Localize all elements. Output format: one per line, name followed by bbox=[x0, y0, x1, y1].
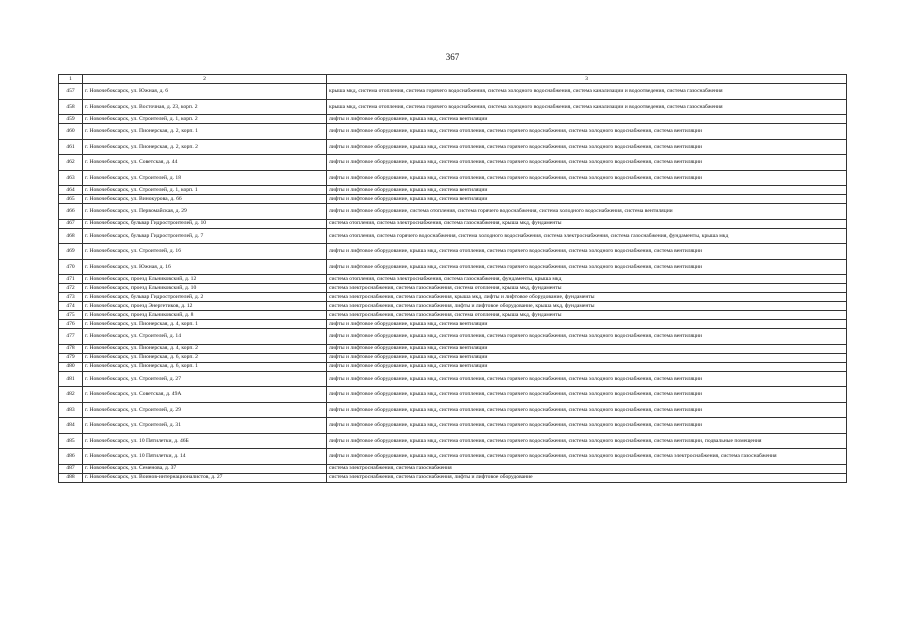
row-address: г. Новочебоксарск, ул. Строителей, д. 16 bbox=[83, 244, 327, 260]
row-works: лифты и лифтовое оборудование, крыша мкд, система вентиляции bbox=[327, 353, 847, 362]
row-address: г. Новочебоксарск, ул. Строителей, д. 18 bbox=[83, 170, 327, 186]
table-row bbox=[59, 402, 847, 418]
row-number: 459 bbox=[59, 115, 83, 124]
row-number: 469 bbox=[59, 244, 83, 260]
table-row bbox=[59, 473, 847, 482]
row-works: лифты и лифтовое оборудование, крыша мкд, система отопления, система горячего водоснабжения, система холодного водоснабжения, система вентиляции bbox=[327, 259, 847, 275]
row-address: г. Новочебоксарск, проезд Ельниковский, д. 8 bbox=[83, 311, 327, 320]
table-row bbox=[59, 344, 847, 353]
row-address: г. Новочебоксарск, ул. Строителей, д. 14 bbox=[83, 329, 327, 345]
row-address: г. Новочебоксарск, ул. Советская, д. 44 bbox=[83, 155, 327, 171]
row-works: система отопления, система электроснабжения, система газоснабжения, крыша мкд, фундаменты bbox=[327, 219, 847, 228]
row-number: 474 bbox=[59, 302, 83, 311]
row-works: лифты и лифтовое оборудование, крыша мкд, система отопления, система горячего водоснабжения, система холодного водоснабжения, система вентиляции bbox=[327, 170, 847, 186]
row-address: г. Новочебоксарск, ул. Советская, д. 49А bbox=[83, 387, 327, 403]
row-address: г. Новочебоксарск, ул. Первомайская, д. 29 bbox=[83, 204, 327, 220]
row-works: система электроснабжения, система газоснабжения, лифты и лифтовое оборудование, крыша мкд, фундаменты bbox=[327, 302, 847, 311]
row-address: г. Новочебоксарск, ул. Пионерская, д. 6, корп. 1 bbox=[83, 362, 327, 371]
table-row bbox=[59, 84, 847, 100]
row-address: г. Новочебоксарск, ул. Строителей, д. 1, корп. 2 bbox=[83, 115, 327, 124]
row-works: лифты и лифтовое оборудование, крыша мкд, система вентиляции bbox=[327, 362, 847, 371]
table-body bbox=[59, 84, 847, 483]
row-number: 487 bbox=[59, 464, 83, 473]
register-table bbox=[58, 74, 847, 483]
table-row bbox=[59, 433, 847, 449]
row-address: г. Новочебоксарск, бульвар Гидростроителей, д. 10 bbox=[83, 219, 327, 228]
row-address: г. Новочебоксарск, ул. Строителей, д. 1, корп. 1 bbox=[83, 186, 327, 195]
table-row bbox=[59, 124, 847, 140]
row-works: лифты и лифтовое оборудование, крыша мкд, система отопления, система горячего водоснабжения, система холодного водоснабжения, система вентиляции bbox=[327, 155, 847, 171]
row-address: г. Новочебоксарск, ул. Пионерская, д. 2, корп. 1 bbox=[83, 124, 327, 140]
row-works: крыша мкд, система отопления, система горячего водоснабжения, система холодного водоснабжения, система канализации и водоотведения, система газоснабжения bbox=[327, 99, 847, 115]
row-works: лифты и лифтовое оборудование, крыша мкд, система вентиляции bbox=[327, 115, 847, 124]
table-row bbox=[59, 284, 847, 293]
table-row bbox=[59, 259, 847, 275]
table-row bbox=[59, 275, 847, 284]
row-works: лифты и лифтовое оборудование, крыша мкд, система отопления, система горячего водоснабжения, система холодного водоснабжения, система вентиляции bbox=[327, 402, 847, 418]
row-address: г. Новочебоксарск, ул. Пионерская, д. 6, корп. 2 bbox=[83, 353, 327, 362]
table-row bbox=[59, 195, 847, 204]
row-works: система электроснабжения, система газоснабжения, система отопления, крыша мкд, фундаменты bbox=[327, 311, 847, 320]
row-address: г. Новочебоксарск, ул. 10 Пятилетки, д. 14 bbox=[83, 449, 327, 465]
row-number: 464 bbox=[59, 186, 83, 195]
row-number: 481 bbox=[59, 371, 83, 387]
row-works: система электроснабжения, система газоснабжения, лифты и лифтовое оборудование bbox=[327, 473, 847, 482]
table-row bbox=[59, 371, 847, 387]
row-number: 476 bbox=[59, 320, 83, 329]
row-number: 460 bbox=[59, 124, 83, 140]
row-number: 484 bbox=[59, 418, 83, 434]
row-works: лифты и лифтовое оборудование, крыша мкд, система отопления, система горячего водоснабжения, система холодного водоснабжения, система вентиляции bbox=[327, 124, 847, 140]
row-number: 477 bbox=[59, 329, 83, 345]
row-address: г. Новочебоксарск, ул. 10 Пятилетки, д. 46Б bbox=[83, 433, 327, 449]
table-row bbox=[59, 362, 847, 371]
row-works: система отопления, система электроснабжения, система газоснабжения, фундаменты, крыша мкд bbox=[327, 275, 847, 284]
row-number: 458 bbox=[59, 99, 83, 115]
row-number: 482 bbox=[59, 387, 83, 403]
row-number: 485 bbox=[59, 433, 83, 449]
table-row bbox=[59, 464, 847, 473]
row-number: 488 bbox=[59, 473, 83, 482]
row-works: лифты и лифтовое оборудование, крыша мкд, система отопления, система горячего водоснабжения, система холодного водоснабжения, система вентиляции bbox=[327, 139, 847, 155]
row-address: г. Новочебоксарск, ул. Строителей, д. 27 bbox=[83, 371, 327, 387]
row-address: г. Новочебоксарск, бульвар Гидростроителей, д. 7 bbox=[83, 228, 327, 244]
row-works: лифты и лифтовое оборудование, крыша мкд, система отопления, система горячего водоснабжения, система холодного водоснабжения, система вентиляции bbox=[327, 371, 847, 387]
table-row bbox=[59, 186, 847, 195]
row-address: г. Новочебоксарск, ул. Строителей, д. 29 bbox=[83, 402, 327, 418]
row-works: лифты и лифтовое оборудование, крыша мкд, система отопления, система горячего водоснабжения, система холодного водоснабжения, система электроснабжения, система газоснабжения bbox=[327, 449, 847, 465]
row-number: 466 bbox=[59, 204, 83, 220]
row-number: 486 bbox=[59, 449, 83, 465]
row-number: 473 bbox=[59, 293, 83, 302]
table-row bbox=[59, 449, 847, 465]
row-number: 479 bbox=[59, 353, 83, 362]
row-number: 472 bbox=[59, 284, 83, 293]
row-number: 463 bbox=[59, 170, 83, 186]
row-works: лифты и лифтовое оборудование, крыша мкд, система вентиляции bbox=[327, 195, 847, 204]
row-address: г. Новочебоксарск, ул. Южная, д. 16 bbox=[83, 259, 327, 275]
table-row bbox=[59, 353, 847, 362]
row-works: система электроснабжения, система газоснабжения, система отопления, крыша мкд, фундаменты bbox=[327, 284, 847, 293]
table-row bbox=[59, 139, 847, 155]
table-row bbox=[59, 219, 847, 228]
table-row bbox=[59, 244, 847, 260]
row-works: крыша мкд, система отопления, система горячего водоснабжения, система холодного водоснабжения, система канализации и водоотведения, система газоснабжения bbox=[327, 84, 847, 100]
table-row bbox=[59, 329, 847, 345]
table-row bbox=[59, 204, 847, 220]
row-works: система электроснабжения, система газоснабжения bbox=[327, 464, 847, 473]
table-row bbox=[59, 170, 847, 186]
table-row bbox=[59, 115, 847, 124]
table-row bbox=[59, 387, 847, 403]
row-works: лифты и лифтовое оборудование, крыша мкд, система отопления, система горячего водоснабжения, система холодного водоснабжения, система вентиляции bbox=[327, 418, 847, 434]
table-row bbox=[59, 293, 847, 302]
table-header-row bbox=[59, 75, 847, 84]
row-address: г. Новочебоксарск, ул. Строителей, д. 31 bbox=[83, 418, 327, 434]
row-works: лифты и лифтовое оборудование, крыша мкд, система отопления, система горячего водоснабжения, система холодного водоснабжения, система вентиляции bbox=[327, 329, 847, 345]
page-number: 367 bbox=[445, 52, 460, 62]
row-works: лифты и лифтовое оборудование, система отопления, система горячего водоснабжения, система холодного водоснабжения, система вентиляции bbox=[327, 204, 847, 220]
row-address: г. Новочебоксарск, ул. Пионерская, д. 2, корп. 2 bbox=[83, 139, 327, 155]
table-row bbox=[59, 228, 847, 244]
row-number: 480 bbox=[59, 362, 83, 371]
row-works: лифты и лифтовое оборудование, крыша мкд, система отопления, система горячего водоснабжения, система холодного водоснабжения, система вентиляции bbox=[327, 387, 847, 403]
table-row bbox=[59, 320, 847, 329]
row-number: 475 bbox=[59, 311, 83, 320]
table-row bbox=[59, 418, 847, 434]
row-number: 470 bbox=[59, 259, 83, 275]
row-number: 483 bbox=[59, 402, 83, 418]
row-number: 457 bbox=[59, 84, 83, 100]
row-address: г. Новочебоксарск, ул. Пионерская, д. 4, корп. 1 bbox=[83, 320, 327, 329]
row-works: лифты и лифтовое оборудование, крыша мкд, система вентиляции bbox=[327, 186, 847, 195]
row-address: г. Новочебоксарск, бульвар Гидростроителей, д. 2 bbox=[83, 293, 327, 302]
row-number: 471 bbox=[59, 275, 83, 284]
row-works: лифты и лифтовое оборудование, крыша мкд, система вентиляции bbox=[327, 320, 847, 329]
row-works: система отопления, система горячего водоснабжения, система холодного водоснабжения, система электроснабжения, система газоснабжения, фундаменты, крыша мкд bbox=[327, 228, 847, 244]
row-works: лифты и лифтовое оборудование, крыша мкд, система отопления, система горячего водоснабжения, система холодного водоснабжения, система вентиляции bbox=[327, 244, 847, 260]
row-number: 478 bbox=[59, 344, 83, 353]
row-address: г. Новочебоксарск, ул. Винокурова, д. 66 bbox=[83, 195, 327, 204]
column-header-2: 2 bbox=[83, 75, 327, 84]
row-address: г. Новочебоксарск, ул. Восточная, д. 23, корп. 2 bbox=[83, 99, 327, 115]
row-address: г. Новочебоксарск, ул. Воинов-интернационалистов, д. 27 bbox=[83, 473, 327, 482]
row-address: г. Новочебоксарск, проезд Энергетиков, д. 12 bbox=[83, 302, 327, 311]
table-row bbox=[59, 99, 847, 115]
row-works: система электроснабжения, система газоснабжения, крыша мкд, лифты и лифтовое оборудование, фундаменты bbox=[327, 293, 847, 302]
row-number: 468 bbox=[59, 228, 83, 244]
table-row bbox=[59, 311, 847, 320]
column-header-3: 3 bbox=[327, 75, 847, 84]
row-number: 465 bbox=[59, 195, 83, 204]
column-header-1: 1 bbox=[59, 75, 83, 84]
row-address: г. Новочебоксарск, ул. Южная, д. 6 bbox=[83, 84, 327, 100]
row-number: 462 bbox=[59, 155, 83, 171]
row-address: г. Новочебоксарск, проезд Ельниковский, д. 12 bbox=[83, 275, 327, 284]
row-number: 467 bbox=[59, 219, 83, 228]
table-row bbox=[59, 302, 847, 311]
row-number: 461 bbox=[59, 139, 83, 155]
row-address: г. Новочебоксарск, проезд Ельниковский, д. 10 bbox=[83, 284, 327, 293]
table-row bbox=[59, 155, 847, 171]
row-works: лифты и лифтовое оборудование, крыша мкд, система вентиляции bbox=[327, 344, 847, 353]
row-works: лифты и лифтовое оборудование, крыша мкд, система отопления, система горячего водоснабжения, система холодного водоснабжения, система вентиляции, подвальные помещения bbox=[327, 433, 847, 449]
row-address: г. Новочебоксарск, ул. Пионерская, д. 4, корп. 2 bbox=[83, 344, 327, 353]
row-address: г. Новочебоксарск, ул. Семенова, д. 37 bbox=[83, 464, 327, 473]
